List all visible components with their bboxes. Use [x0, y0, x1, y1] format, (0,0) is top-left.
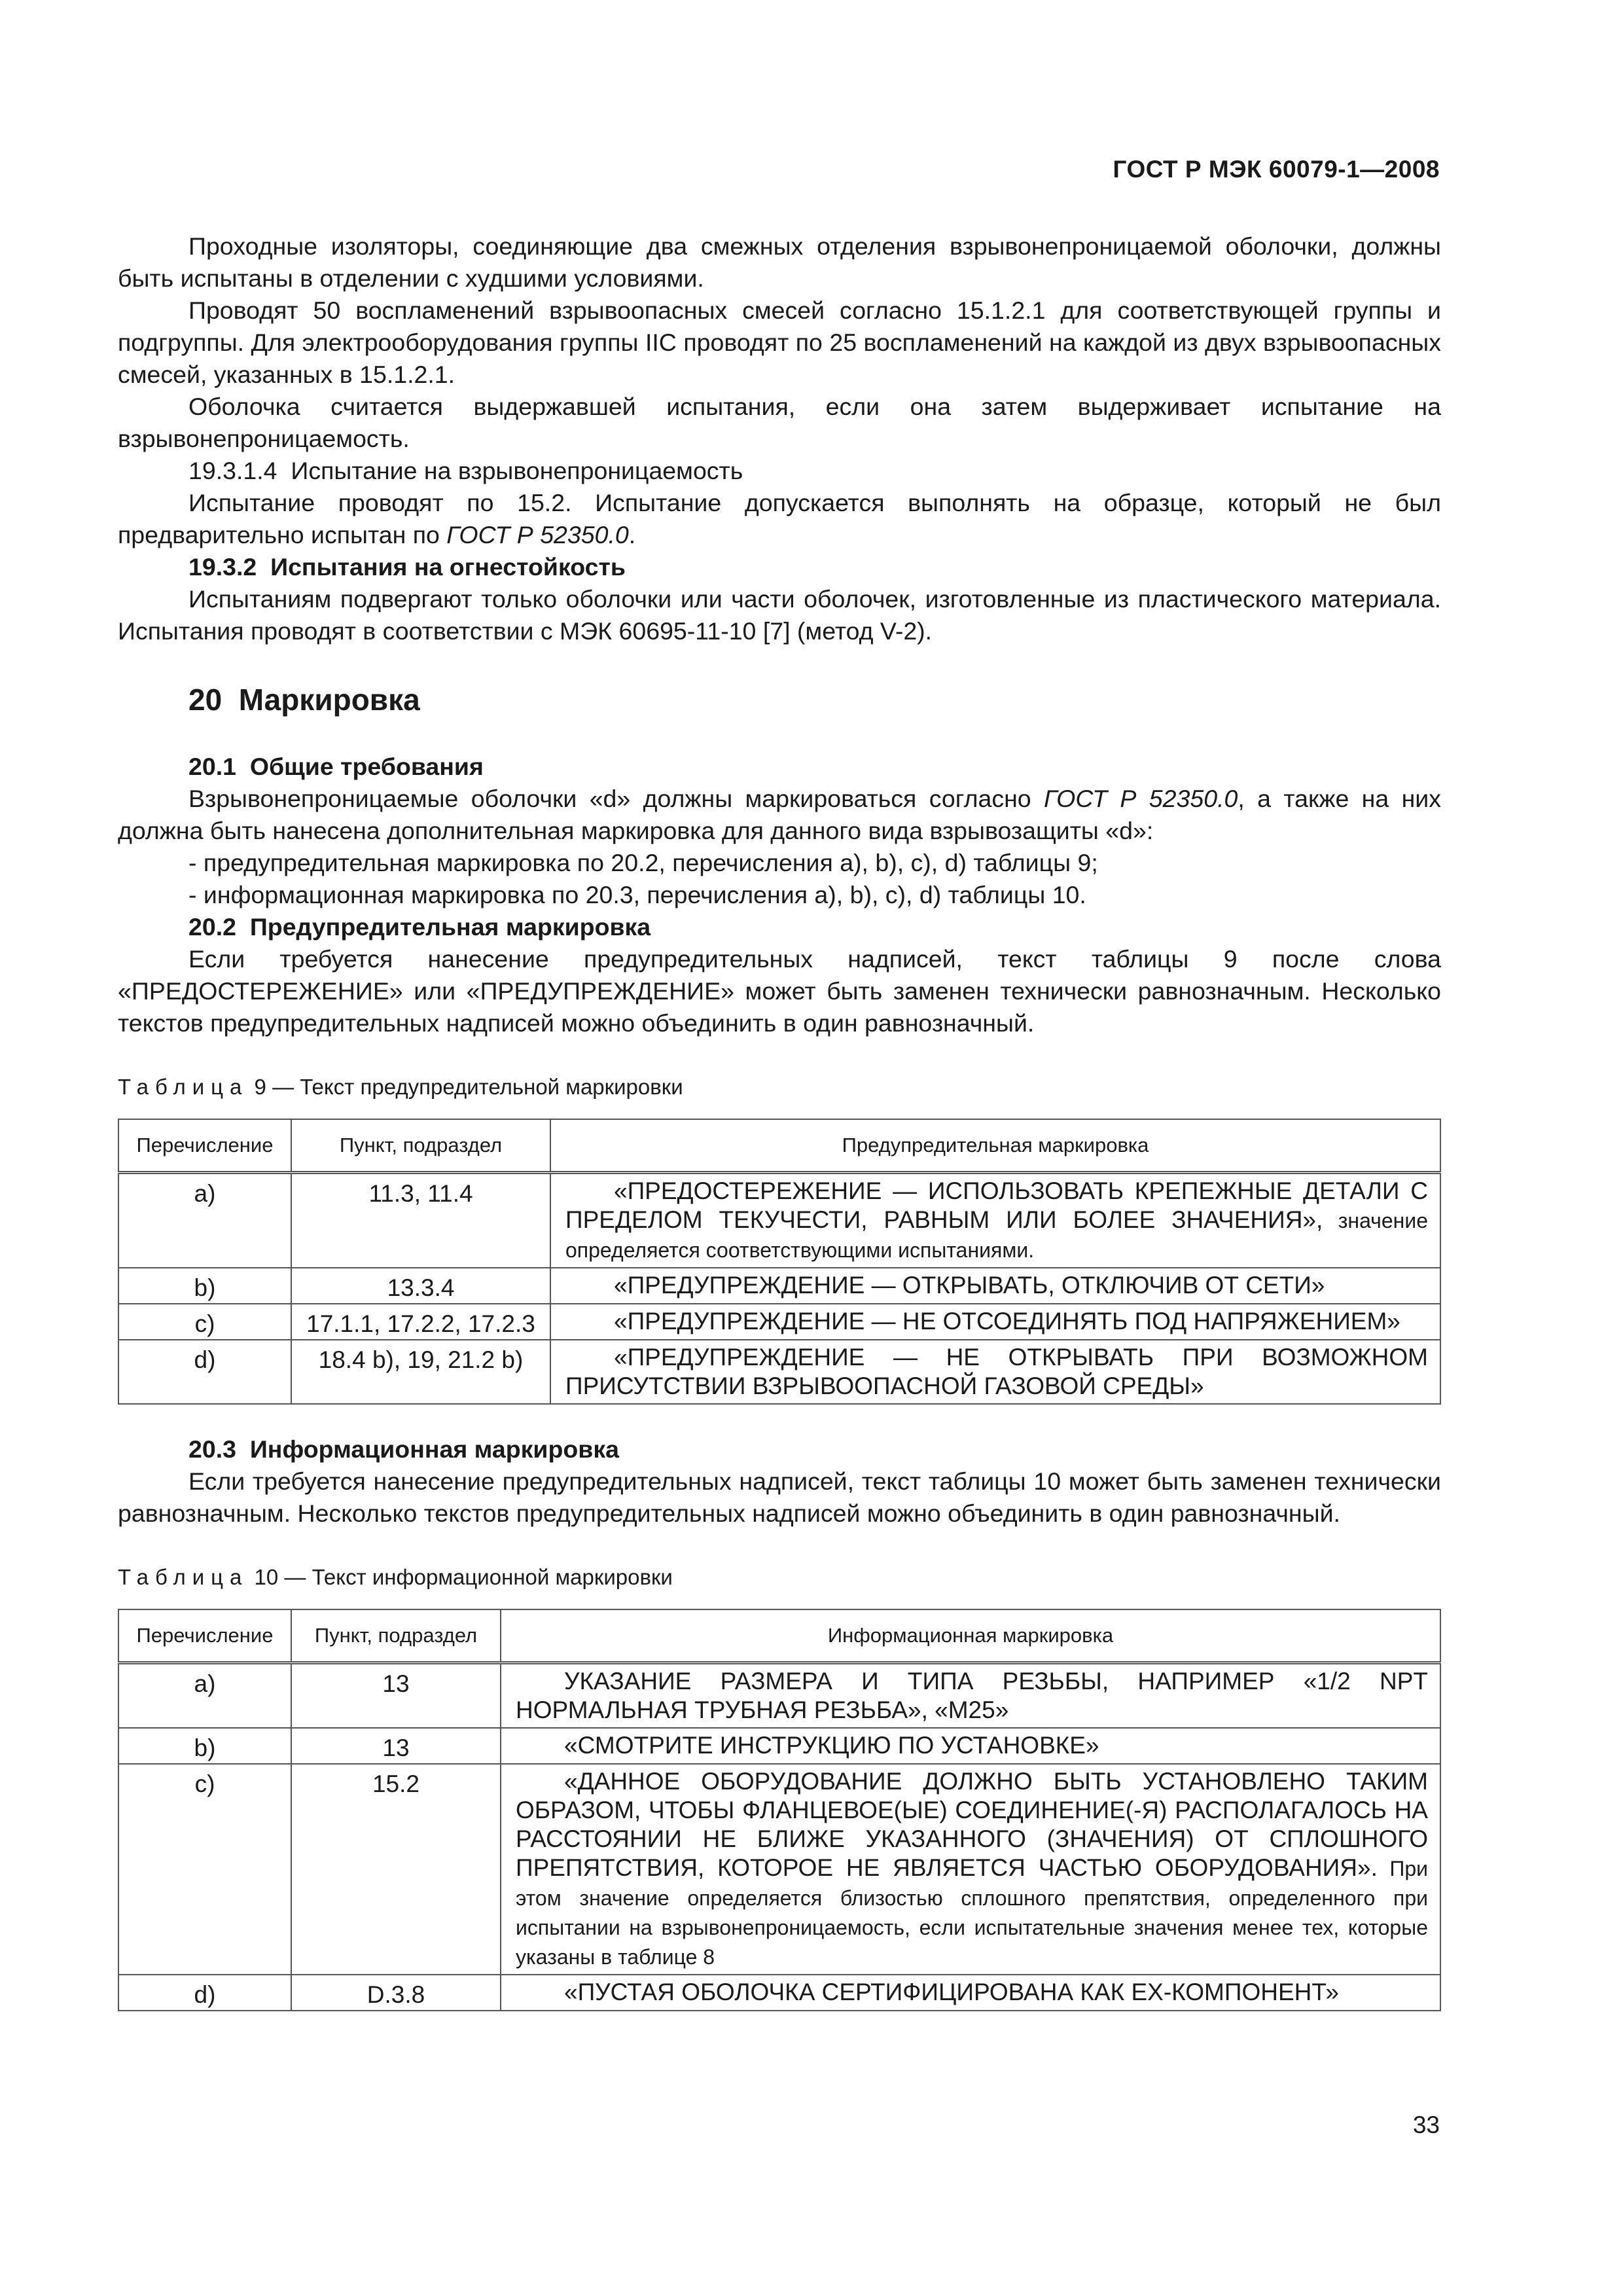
table-row	[118, 1340, 1440, 1404]
column-header: Пункт, подраздел	[291, 1609, 501, 1663]
subsection-title: Общие требования	[249, 753, 484, 780]
cell-text	[501, 1764, 1440, 1975]
caption-word: Таблица	[118, 1565, 249, 1589]
table-row	[118, 1304, 1440, 1340]
column-header: Предупредительная маркировка	[550, 1119, 1440, 1173]
section-number: 20	[188, 683, 223, 717]
paragraph	[118, 783, 1441, 847]
list-item: - предупредительная маркировка по 20.2, перечисления a), b), c), d) таблицы 9;	[188, 849, 1098, 876]
marking-text: «ПРЕДУПРЕЖДЕНИЕ — НЕ ОТСОЕДИНЯТЬ ПОД НАПРЯЖЕНИЕМ»	[614, 1308, 1400, 1335]
cell-clause: 13.3.4	[291, 1268, 550, 1304]
cell-text	[550, 1340, 1440, 1404]
document-body	[118, 230, 1441, 2011]
marking-text: «ПРЕДОСТЕРЕЖЕНИЕ — ИСПОЛЬЗОВАТЬ КРЕПЕЖНЫЕ ДЕТАЛИ С ПРЕДЕЛОМ ТЕКУЧЕСТИ, РАВНЫМ ИЛИ БОЛЕЕ ЗНАЧЕНИЯ»,	[565, 1177, 1428, 1233]
paragraph: Если требуется нанесение предупредительных надписей, текст таблицы 9 после слова «ПРЕДОСТЕРЕЖЕНИЕ» или «ПРЕДУПРЕЖДЕНИЕ» может быть заменен технически равнозначным. Несколько текстов предупредительных надписей можно объединить в один равнозначный.	[118, 945, 1441, 1037]
subsection-title: Информационная маркировка	[249, 1435, 619, 1463]
standard-reference: ГОСТ Р 52350.0	[1044, 785, 1238, 812]
subsection-number: 19.3.1.4	[188, 457, 277, 484]
marking-text: «ПРЕДУПРЕЖДЕНИЕ — НЕ ОТКРЫВАТЬ ПРИ ВОЗМОЖНОМ ПРИСУТСТВИИ ВЗРЫВООПАСНОЙ ГАЗОВОЙ СРЕДЫ»	[565, 1344, 1428, 1399]
section-heading-20	[188, 680, 1441, 719]
column-header: Перечисление	[118, 1609, 291, 1663]
cell-enum: d)	[118, 1340, 291, 1404]
cell-text	[501, 1728, 1440, 1764]
caption-text: 10 — Текст информационной маркировки	[248, 1565, 673, 1589]
cell-text	[550, 1304, 1440, 1340]
cell-enum: c)	[118, 1304, 291, 1340]
cell-clause: 17.1.1, 17.2.2, 17.2.3	[291, 1304, 550, 1340]
cell-enum: a)	[118, 1663, 291, 1729]
cell-clause: 18.4 b), 19, 21.2 b)	[291, 1340, 550, 1404]
table-header-row	[118, 1119, 1440, 1173]
marking-text: «ПРЕДУПРЕЖДЕНИЕ — ОТКРЫВАТЬ, ОТКЛЮЧИВ ОТ СЕТИ»	[614, 1272, 1325, 1299]
subsection-title: Испытание на взрывонепроницаемость	[291, 457, 743, 484]
table-10-caption	[118, 1561, 1441, 1593]
subsection-19-3-2	[118, 551, 1441, 583]
paragraph: Если требуется нанесение предупредительных надписей, текст таблицы 10 может быть заменен технически равнозначным. Несколько текстов предупредительных надписей можно объединить в один равнозначный.	[118, 1467, 1441, 1527]
table-row	[118, 1764, 1440, 1975]
marking-text: «ДАННОЕ ОБОРУДОВАНИЕ ДОЛЖНО БЫТЬ УСТАНОВЛЕНО ТАКИМ ОБРАЗОМ, ЧТОБЫ ФЛАНЦЕВОЕ(ЫЕ) СОЕДИНЕНИЕ(-Я) РАСПОЛАГАЛОСЬ НА РАССТОЯНИИ НЕ БЛИЖЕ УКАЗАННОГО (ЗНАЧЕНИЯ) ОТ СПЛОШНОГО ПРЕПЯТСТВИЯ, КОТОРОЕ НЕ ЯВЛЯЕТСЯ ЧАСТЬЮ ОБОРУДОВАНИЯ».	[516, 1768, 1428, 1881]
cell-text	[501, 1663, 1440, 1729]
table-9	[118, 1119, 1441, 1405]
cell-text	[550, 1173, 1440, 1268]
marking-text: «ПУСТАЯ ОБОЛОЧКА СЕРТИФИЦИРОВАНА КАК EX-КОМПОНЕНТ»	[564, 1979, 1339, 2005]
subsection-title: Испытания на огнестойкость	[270, 553, 626, 581]
subsection-20-3	[118, 1433, 1441, 1465]
text-part: Взрывонепроницаемые оболочки «d» должны маркироваться согласно	[188, 785, 1044, 812]
caption-word: Таблица	[118, 1075, 249, 1099]
table-10	[118, 1609, 1441, 2011]
subsection-number: 20.3	[188, 1435, 236, 1463]
table-row	[118, 1268, 1440, 1304]
cell-clause: D.3.8	[291, 1975, 501, 2011]
list-item: - информационная маркировка по 20.3, перечисления a), b), c), d) таблицы 10.	[188, 881, 1086, 908]
cell-enum: b)	[118, 1728, 291, 1764]
cell-clause: 13	[291, 1728, 501, 1764]
cell-enum: a)	[118, 1173, 291, 1268]
marking-note: значение определяется соответствующими испытаниями.	[565, 1209, 1428, 1262]
subsection-20-1	[118, 751, 1441, 783]
cell-clause: 15.2	[291, 1764, 501, 1975]
table-9-caption	[118, 1071, 1441, 1103]
table-header-row	[118, 1609, 1440, 1663]
table-row	[118, 1728, 1440, 1764]
table-row	[118, 1975, 1440, 2011]
section-title: Маркировка	[238, 683, 420, 717]
table-row	[118, 1173, 1440, 1268]
cell-clause: 11.3, 11.4	[291, 1173, 550, 1268]
paragraph: Проводят 50 воспламенений взрывоопасных смесей согласно 15.1.2.1 для соответствующей группы и подгруппы. Для электрооборудования группы IIC проводят по 25 воспламенений на каждой из двух взрывоопасных смесей, указанных в 15.1.2.1.	[118, 296, 1441, 388]
marking-text: «СМОТРИТЕ ИНСТРУКЦИЮ ПО УСТАНОВКЕ»	[564, 1732, 1099, 1759]
subsection-number: 19.3.2	[188, 553, 257, 581]
paragraph: Проходные изоляторы, соединяющие два смежных отделения взрывонепроницаемой оболочки, должны быть испытаны в отделении с худшими условиями.	[118, 232, 1441, 292]
column-header: Пункт, подраздел	[291, 1119, 550, 1173]
text-part: .	[628, 521, 636, 548]
cell-enum: c)	[118, 1764, 291, 1975]
marking-note: При этом значение определяется близостью сплошного препятствия, определенного при испытании на взрывонепроницаемость, если испытательные значения менее тех, которые указаны в таблице 8	[516, 1857, 1428, 1969]
cell-enum: d)	[118, 1975, 291, 2011]
subsection-title: Предупредительная маркировка	[249, 913, 651, 941]
standard-reference: ГОСТ Р 52350.0	[446, 521, 629, 548]
column-header: Перечисление	[118, 1119, 291, 1173]
subsection-number: 20.2	[188, 913, 236, 941]
text-part: Испытание проводят по 15.2. Испытание допускается выполнять на образце, который не был предварительно испытан по	[118, 489, 1441, 548]
page-number: 33	[1412, 2111, 1440, 2138]
text-part: , а также на них должна быть нанесена дополнительная маркировка для данного вида взрывозащиты «d»:	[118, 785, 1441, 844]
cell-enum: b)	[118, 1268, 291, 1304]
subsection-19-3-1-4	[118, 455, 1441, 487]
paragraph	[118, 487, 1441, 551]
column-header: Информационная маркировка	[501, 1609, 1440, 1663]
subsection-20-2	[118, 911, 1441, 943]
marking-text: УКАЗАНИЕ РАЗМЕРА И ТИПА РЕЗЬБЫ, НАПРИМЕР «1/2 NPT НОРМАЛЬНАЯ ТРУБНАЯ РЕЗЬБА», «M25»	[516, 1668, 1428, 1723]
caption-text: 9 — Текст предупредительной маркировки	[248, 1075, 683, 1099]
cell-text	[501, 1975, 1440, 2011]
paragraph: Испытаниям подвергают только оболочки или части оболочек, изготовленные из пластического материала. Испытания проводят в соответствии с МЭК 60695-11-10 [7] (метод V-2).	[118, 585, 1441, 645]
document-header: ГОСТ Р МЭК 60079-1—2008	[1113, 156, 1440, 183]
subsection-number: 20.1	[188, 753, 236, 780]
cell-text	[550, 1268, 1440, 1304]
cell-clause: 13	[291, 1663, 501, 1729]
paragraph: Оболочка считается выдержавшей испытания, если она затем выдерживает испытание на взрывонепроницаемость.	[118, 393, 1441, 452]
table-row	[118, 1663, 1440, 1729]
